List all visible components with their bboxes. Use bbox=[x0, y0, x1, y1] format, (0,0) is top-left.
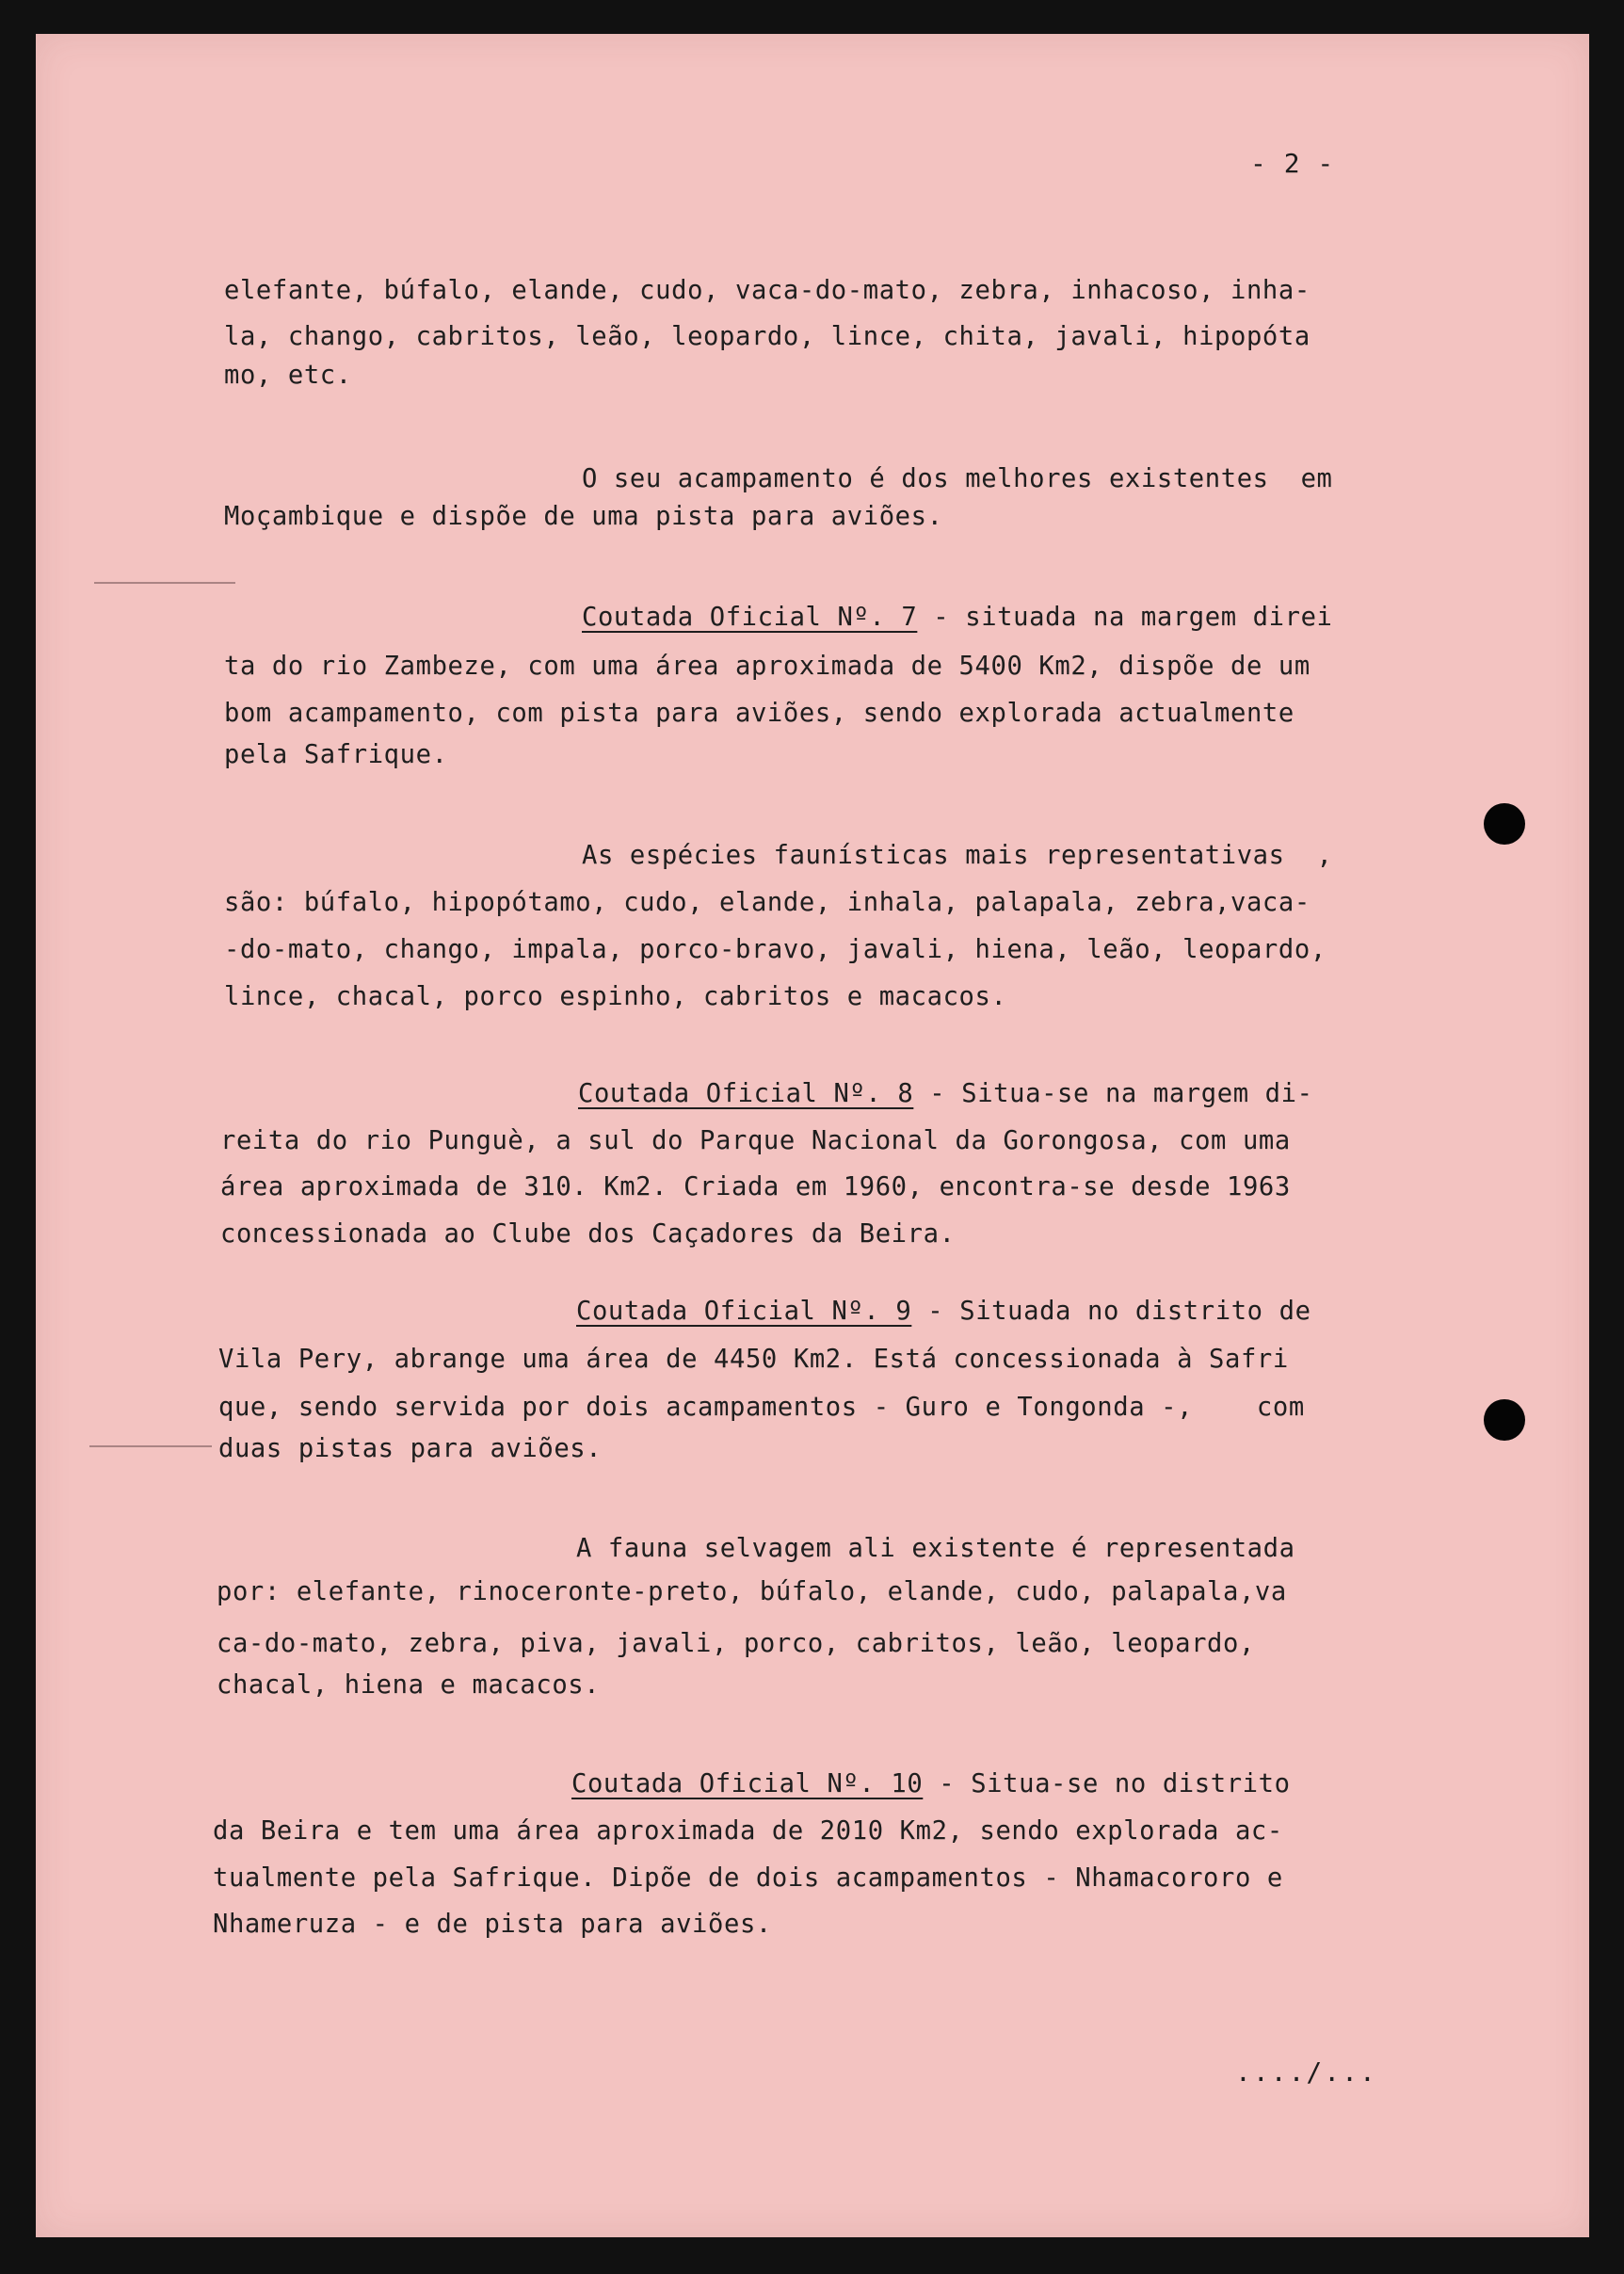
text-line: Nhameruza - e de pista para aviões. bbox=[213, 1910, 772, 1939]
text-line: la, chango, cabritos, leão, leopardo, lince, chita, javali, hipopóta bbox=[224, 322, 1310, 351]
section-heading: Coutada Oficial Nº. 9 bbox=[576, 1297, 912, 1326]
section-text: - situada na margem direi bbox=[917, 603, 1333, 632]
text-line: são: búfalo, hipopótamo, cudo, elande, inhala, palapala, zebra,vaca- bbox=[224, 888, 1310, 917]
section-heading: Coutada Oficial Nº. 8 bbox=[578, 1079, 914, 1108]
text-line: área aproximada de 310. Km2. Criada em 1960, encontra-se desde 1963 bbox=[220, 1172, 1291, 1202]
text-line: por: elefante, rinoceronte-preto, búfalo, elande, cudo, palapala,va bbox=[217, 1577, 1287, 1606]
section-line bbox=[582, 603, 1333, 633]
section-heading: Coutada Oficial Nº. 7 bbox=[582, 603, 918, 632]
text-line: que, sendo servida por dois acampamentos - Guro e Tongonda -, com bbox=[218, 1393, 1305, 1422]
text-line: duas pistas para aviões. bbox=[218, 1434, 603, 1463]
section-heading: Coutada Oficial Nº. 10 bbox=[571, 1769, 924, 1798]
page-number: - 2 - bbox=[1250, 148, 1335, 179]
section-line bbox=[576, 1297, 1311, 1327]
text-line: pela Safrique. bbox=[224, 740, 448, 769]
text-line: As espécies faunísticas mais representativas , bbox=[582, 841, 1333, 870]
text-line: Moçambique e dispõe de uma pista para aviões. bbox=[224, 502, 943, 531]
text-line: ca-do-mato, zebra, piva, javali, porco, cabritos, leão, leopardo, bbox=[217, 1629, 1255, 1658]
text-line: concessionada ao Clube dos Caçadores da Beira. bbox=[220, 1219, 956, 1249]
text-line: mo, etc. bbox=[224, 361, 352, 390]
text-line: da Beira e tem uma área aproximada de 2010 Km2, sendo explorada ac- bbox=[213, 1816, 1283, 1846]
text-line: O seu acampamento é dos melhores existentes em bbox=[582, 464, 1333, 493]
text-line: tualmente pela Safrique. Dipõe de dois acampamentos - Nhamacororo e bbox=[213, 1863, 1283, 1893]
text-line: A fauna selvagem ali existente é representada bbox=[576, 1534, 1295, 1563]
section-line bbox=[578, 1079, 1313, 1109]
section-line bbox=[571, 1769, 1291, 1799]
stray-mark bbox=[89, 1445, 212, 1447]
text-line: chacal, hiena e macacos. bbox=[217, 1670, 601, 1700]
section-text: - Situa-se no distrito bbox=[923, 1769, 1291, 1798]
stray-mark bbox=[94, 582, 235, 584]
text-line: bom acampamento, com pista para aviões, sendo explorada actualmente bbox=[224, 699, 1294, 728]
text-line: ta do rio Zambeze, com uma área aproximada de 5400 Km2, dispõe de um bbox=[224, 652, 1310, 681]
text-line: elefante, búfalo, elande, cudo, vaca-do-mato, zebra, inhacoso, inha- bbox=[224, 276, 1310, 305]
text-line: -do-mato, chango, impala, porco-bravo, javali, hiena, leão, leopardo, bbox=[224, 935, 1327, 964]
text-line: Vila Pery, abrange uma área de 4450 Km2. Está concessionada à Safri bbox=[218, 1345, 1289, 1374]
section-text: - Situa-se na margem di- bbox=[913, 1079, 1313, 1108]
section-text: - Situada no distrito de bbox=[911, 1297, 1311, 1326]
punch-hole-lower bbox=[1484, 1399, 1525, 1441]
text-line: reita do rio Punguè, a sul do Parque Nacional da Gorongosa, com uma bbox=[220, 1126, 1291, 1155]
continued-mark: ..../... bbox=[1235, 2056, 1377, 2088]
punch-hole-upper bbox=[1484, 803, 1525, 845]
text-line: lince, chacal, porco espinho, cabritos e macacos. bbox=[224, 982, 1007, 1011]
